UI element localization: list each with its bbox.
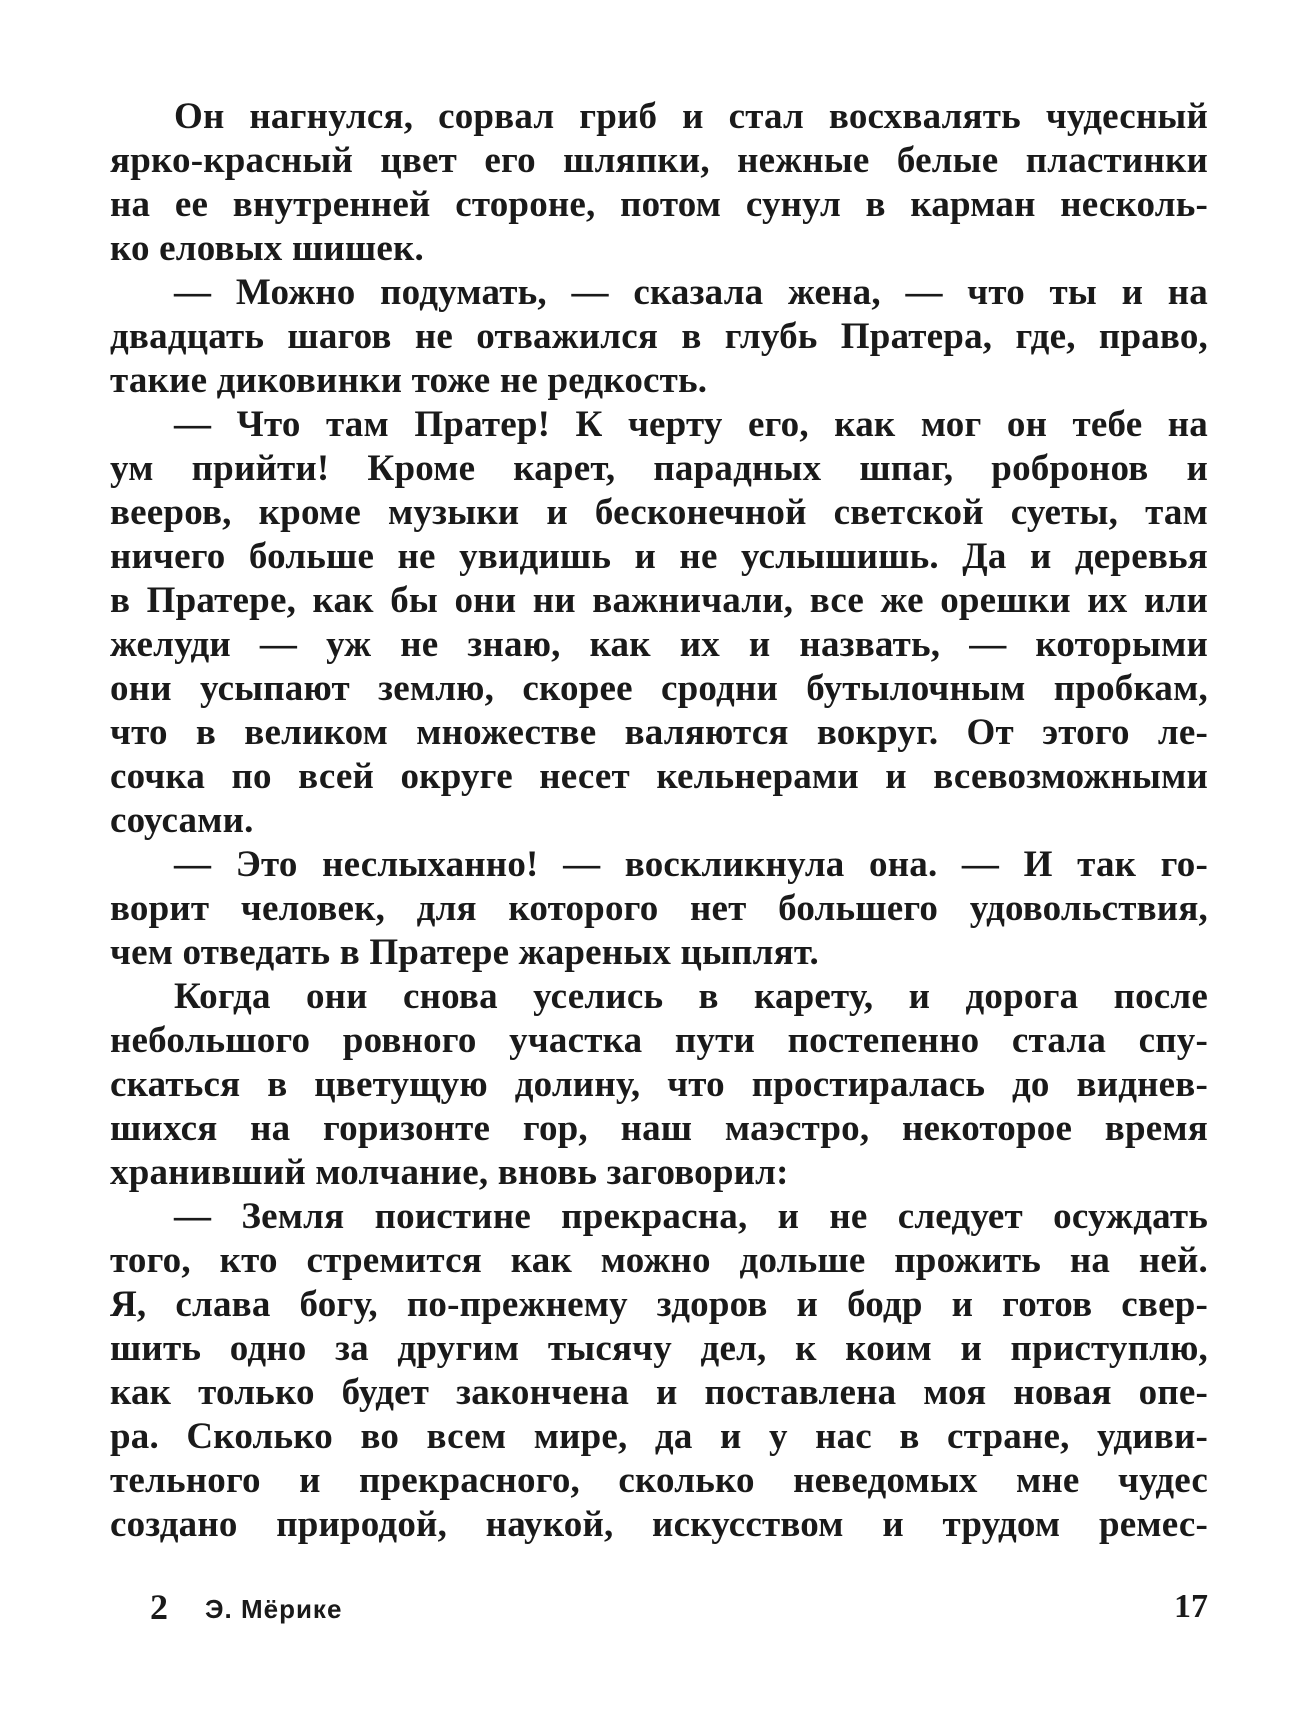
text-line: что в великом множестве валяются вокруг. От этого ле- [110, 712, 1208, 753]
page-number: 17 [1174, 1588, 1208, 1625]
signature-number: 2 [150, 1587, 168, 1627]
text-line: вееров, кроме музыки и бесконечной светской суеты, там [110, 492, 1208, 533]
text-line: — Что там Пратер! К черту его, как мог он тебе на [174, 404, 1208, 445]
text-line: на ее внутренней стороне, потом сунул в карман несколь- [110, 184, 1208, 225]
text-line: Я, слава богу, по-прежнему здоров и бодр и готов свер- [110, 1284, 1208, 1325]
text-line: сочка по всей округе несет кельнерами и всевозможными [110, 756, 1208, 797]
text-line: — Это неслыханно! — воскликнула она. — И так го- [174, 844, 1208, 885]
text-line: создано природой, наукой, искусством и трудом ремес- [110, 1504, 1208, 1545]
text-line: в Пратере, как бы они ни важничали, все же орешки их или [110, 580, 1208, 621]
text-line: ярко-красный цвет его шляпки, нежные белые пластинки [110, 140, 1208, 181]
text-line: того, кто стремится как можно дольше прожить на ней. [110, 1240, 1208, 1281]
text-line: они усыпают землю, скорее сродни бутылочным пробкам, [110, 668, 1208, 709]
text-line: как только будет закончена и поставлена моя новая опе- [110, 1372, 1208, 1413]
text-line: Он нагнулся, сорвал гриб и стал восхвалять чудесный [174, 96, 1208, 137]
body-text [110, 95, 1208, 1547]
text-line: ворит человек, для которого нет большего удовольствия, [110, 888, 1208, 929]
text-line: Когда они снова уселись в карету, и дорога после [174, 976, 1208, 1017]
text-line: ничего больше не увидишь и не услышишь. Да и деревья [110, 536, 1208, 577]
text-line: двадцать шагов не отважился в глубь Пратера, где, право, [110, 316, 1208, 357]
text-line: шихся на горизонте гор, наш маэстро, некоторое время [110, 1108, 1208, 1149]
text-line: такие диковинки тоже не редкость. [110, 360, 708, 401]
text-line: хранивший молчание, вновь заговорил: [110, 1152, 789, 1193]
text-line: — Земля поистине прекрасна, и не следует осуждать [174, 1196, 1208, 1237]
text-line: чем отведать в Пратере жареных цыплят. [110, 932, 819, 973]
text-line: ко еловых шишек. [110, 228, 424, 269]
text-line: ра. Сколько во всем мире, да и у нас в стране, удиви- [110, 1416, 1208, 1457]
text-line: небольшого ровного участка пути постепенно стала спу- [110, 1020, 1208, 1061]
text-line: шить одно за другим тысячу дел, к коим и приступлю, [110, 1328, 1208, 1369]
text-line: — Можно подумать, — сказала жена, — что ты и на [174, 272, 1208, 313]
text-line: соусами. [110, 800, 254, 841]
text-line: скаться в цветущую долину, что простиралась до виднев- [110, 1064, 1208, 1105]
text-line: ум прийти! Кроме карет, парадных шпаг, робронов и [110, 448, 1208, 489]
text-line: тельного и прекрасного, сколько неведомых мне чудес [110, 1460, 1208, 1501]
signature-author: Э. Мёрике [205, 1594, 343, 1624]
text-line: желуди — уж не знаю, как их и назвать, — которыми [110, 624, 1208, 665]
page-footer [150, 1585, 1208, 1629]
